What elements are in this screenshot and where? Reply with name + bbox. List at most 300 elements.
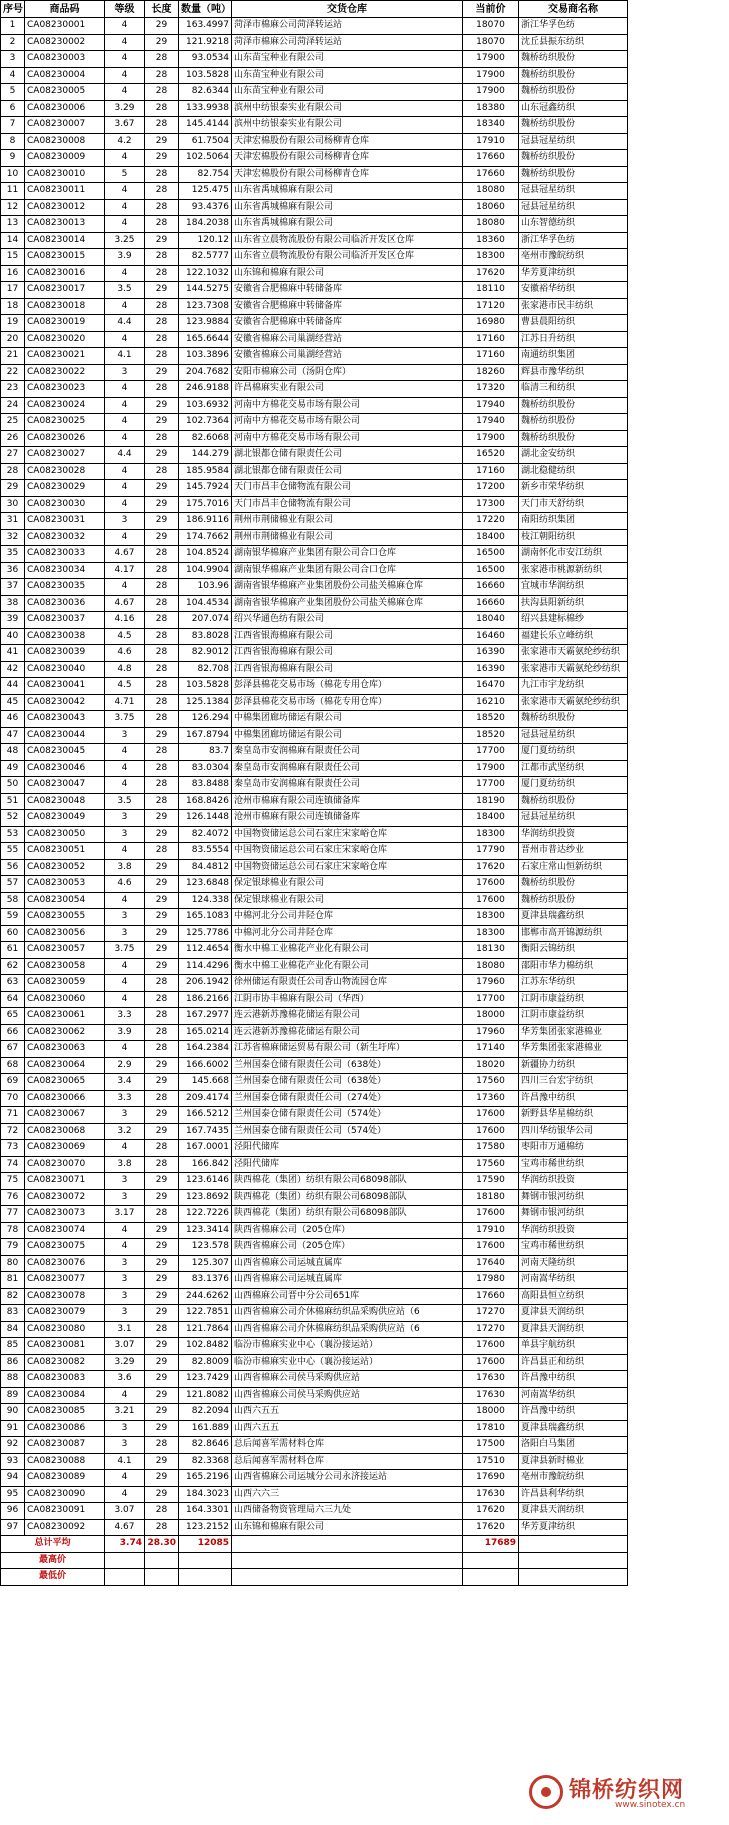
cell-grade: 3: [105, 364, 145, 381]
cell-grade: 3: [105, 1437, 145, 1454]
cell-warehouse: 安徽省棉麻公司巢湖经营站: [232, 348, 463, 365]
cell-price: 17620: [463, 1503, 519, 1520]
cell-warehouse: 山西六五五: [232, 1420, 463, 1437]
cell-warehouse: 临汾市棉麻实业中心（襄汾接运站）: [232, 1354, 463, 1371]
cell-seq: 58: [1, 892, 25, 909]
cell-warehouse: 湖北银都仓储有限责任公司: [232, 463, 463, 480]
cell-grade: 3: [105, 1189, 145, 1206]
cell-length: 29: [145, 826, 179, 843]
cell-price: 17270: [463, 1305, 519, 1322]
cell-price: 16660: [463, 595, 519, 612]
cell-price: 17120: [463, 298, 519, 315]
cell-warehouse: 兰州国泰仓储有限责任公司（638处）: [232, 1057, 463, 1074]
cell-length: 29: [145, 909, 179, 926]
max-empty-4: [232, 1552, 463, 1569]
cell-seq: 70: [1, 1090, 25, 1107]
cell-warehouse: 中棉河北分公司井陉仓库: [232, 909, 463, 926]
cell-warehouse: 兰州国泰仓储有限责任公司（638处）: [232, 1074, 463, 1091]
cell-price: 17590: [463, 1173, 519, 1190]
cell-price: 17220: [463, 513, 519, 530]
cell-seq: 20: [1, 331, 25, 348]
cell-trader: 魏桥纺织股份: [519, 793, 628, 810]
cell-warehouse: 总后闻喜军需材料仓库: [232, 1453, 463, 1470]
cell-grade: 3.4: [105, 1074, 145, 1091]
header-code: 商品码: [25, 1, 105, 18]
cell-code: CA08230077: [25, 1272, 105, 1289]
cell-trader: 四川三台宏宇纺织: [519, 1074, 628, 1091]
cell-warehouse: 山东省禹城棉麻有限公司: [232, 183, 463, 200]
table-row: [1, 529, 628, 546]
cell-seq: 6: [1, 100, 25, 117]
table-row: [1, 612, 628, 629]
cell-grade: 4: [105, 1387, 145, 1404]
cell-code: CA08230056: [25, 925, 105, 942]
cell-qty: 165.2196: [179, 1470, 232, 1487]
cell-warehouse: 河南中方棉花交易市场有限公司: [232, 397, 463, 414]
cell-qty: 164.2384: [179, 1041, 232, 1058]
cell-length: 28: [145, 1090, 179, 1107]
cell-trader: 南阳纺织集团: [519, 513, 628, 530]
cell-length: 28: [145, 744, 179, 761]
cell-warehouse: 山东锦和棉麻有限公司: [232, 265, 463, 282]
cell-price: 17560: [463, 1074, 519, 1091]
cell-qty: 82.8009: [179, 1354, 232, 1371]
cell-code: CA08230028: [25, 463, 105, 480]
cell-price: 17790: [463, 843, 519, 860]
table-row: [1, 727, 628, 744]
cell-length: 29: [145, 364, 179, 381]
cell-length: 28: [145, 760, 179, 777]
cell-qty: 166.5212: [179, 1107, 232, 1124]
cell-trader: 魏桥纺织股份: [519, 51, 628, 68]
cell-qty: 82.9012: [179, 645, 232, 662]
cell-seq: 36: [1, 562, 25, 579]
cell-qty: 104.8524: [179, 546, 232, 563]
cell-seq: 40: [1, 628, 25, 645]
cell-warehouse: 山西六六三: [232, 1486, 463, 1503]
table-row: [1, 1239, 628, 1256]
cell-seq: 7: [1, 117, 25, 134]
table-row: [1, 760, 628, 777]
cell-grade: 3.8: [105, 1156, 145, 1173]
cell-seq: 29: [1, 480, 25, 497]
table-row: [1, 1123, 628, 1140]
cell-trader: 许昌县利华纺织: [519, 1486, 628, 1503]
cell-trader: 安徽裕华纺织: [519, 282, 628, 299]
cell-grade: 3: [105, 513, 145, 530]
cell-grade: 3.07: [105, 1338, 145, 1355]
cell-price: 16980: [463, 315, 519, 332]
cell-grade: 3: [105, 1272, 145, 1289]
cell-seq: 66: [1, 1024, 25, 1041]
table-row: [1, 199, 628, 216]
cell-price: 17620: [463, 1519, 519, 1536]
cell-grade: 4: [105, 975, 145, 992]
cell-trader: 夏津县瑞鑫纺织: [519, 909, 628, 926]
cell-warehouse: 山东苗宝种业有限公司: [232, 51, 463, 68]
cell-grade: 4: [105, 1239, 145, 1256]
cell-warehouse: 天津宏棉股份有限公司杨柳青仓库: [232, 150, 463, 167]
cell-code: CA08230006: [25, 100, 105, 117]
cell-seq: 25: [1, 414, 25, 431]
table-row: [1, 1041, 628, 1058]
cell-code: CA08230079: [25, 1305, 105, 1322]
cell-grade: 3.21: [105, 1404, 145, 1421]
cell-warehouse: 秦皇岛市安润棉麻有限责任公司: [232, 744, 463, 761]
cell-code: CA08230061: [25, 1008, 105, 1025]
cell-seq: 69: [1, 1074, 25, 1091]
cell-seq: 82: [1, 1288, 25, 1305]
cell-warehouse: 兰州国泰仓储有限责任公司（574处）: [232, 1107, 463, 1124]
cell-length: 29: [145, 1354, 179, 1371]
table-body: [1, 18, 628, 1536]
cell-grade: 4.5: [105, 678, 145, 695]
cell-trader: 湖北金安纺织: [519, 447, 628, 464]
cell-trader: 张家港市民丰纺织: [519, 298, 628, 315]
cell-seq: 77: [1, 1206, 25, 1223]
cell-length: 28: [145, 628, 179, 645]
cell-price: 17620: [463, 265, 519, 282]
cell-seq: 50: [1, 777, 25, 794]
cell-length: 29: [145, 1338, 179, 1355]
cell-seq: 10: [1, 166, 25, 183]
cell-seq: 46: [1, 711, 25, 728]
table-row: [1, 496, 628, 513]
cell-warehouse: 江阴市协丰棉麻有限公司（华西）: [232, 991, 463, 1008]
cell-qty: 123.9884: [179, 315, 232, 332]
table-row: [1, 793, 628, 810]
cell-price: 17900: [463, 51, 519, 68]
cell-trader: 江苏东华纺织: [519, 975, 628, 992]
cell-seq: 14: [1, 232, 25, 249]
cell-code: CA08230034: [25, 562, 105, 579]
cell-seq: 18: [1, 298, 25, 315]
cell-length: 29: [145, 727, 179, 744]
table-row: [1, 397, 628, 414]
cell-warehouse: 陕西省棉麻公司（205仓库）: [232, 1222, 463, 1239]
cell-trader: 湖北稳健纺织: [519, 463, 628, 480]
cell-length: 29: [145, 496, 179, 513]
cell-code: CA08230083: [25, 1371, 105, 1388]
cell-price: 17600: [463, 876, 519, 893]
cell-seq: 61: [1, 942, 25, 959]
cell-grade: 4.71: [105, 694, 145, 711]
cell-grade: 4.1: [105, 348, 145, 365]
cell-seq: 48: [1, 744, 25, 761]
cell-warehouse: 山西省棉麻公司运城直属库: [232, 1272, 463, 1289]
table-row: [1, 546, 628, 563]
cell-trader: 华润纺织投资: [519, 826, 628, 843]
cell-grade: 3.25: [105, 232, 145, 249]
cell-trader: 单县宇航纺织: [519, 1338, 628, 1355]
cell-length: 29: [145, 1189, 179, 1206]
cell-length: 28: [145, 430, 179, 447]
table-row: [1, 100, 628, 117]
table-row: [1, 661, 628, 678]
cell-price: 17980: [463, 1272, 519, 1289]
cell-warehouse: 沧州市棉麻有限公司连镇储备库: [232, 793, 463, 810]
cell-warehouse: 彭泽县棉花交易市场（棉花专用仓库）: [232, 694, 463, 711]
cell-length: 28: [145, 381, 179, 398]
table-row: [1, 265, 628, 282]
cell-warehouse: 临汾市棉麻实业中心（襄汾接运站）: [232, 1338, 463, 1355]
cell-seq: 3: [1, 51, 25, 68]
cell-qty: 125.7786: [179, 925, 232, 942]
cell-grade: 4: [105, 1486, 145, 1503]
table-row: [1, 34, 628, 51]
cell-qty: 83.0304: [179, 760, 232, 777]
cell-trader: 冠县冠星纺织: [519, 727, 628, 744]
cell-qty: 83.7: [179, 744, 232, 761]
cell-grade: 3.1: [105, 1321, 145, 1338]
cell-warehouse: 山东锦和棉麻有限公司: [232, 1519, 463, 1536]
cell-length: 28: [145, 315, 179, 332]
cell-warehouse: 湖南银华棉麻产业集团有限公司合口仓库: [232, 562, 463, 579]
cell-grade: 4: [105, 1140, 145, 1157]
cell-price: 17500: [463, 1437, 519, 1454]
cell-warehouse: 泾阳代储库: [232, 1140, 463, 1157]
cell-warehouse: 江西省银海棉麻有限公司: [232, 628, 463, 645]
cell-seq: 93: [1, 1453, 25, 1470]
avg-price: 17689: [463, 1536, 519, 1553]
table-row: [1, 166, 628, 183]
cell-seq: 53: [1, 826, 25, 843]
cell-qty: 167.7435: [179, 1123, 232, 1140]
cell-length: 29: [145, 1239, 179, 1256]
cell-length: 29: [145, 232, 179, 249]
cell-code: CA08230023: [25, 381, 105, 398]
cell-grade: 4: [105, 199, 145, 216]
cell-trader: 浙江华孚色纺: [519, 232, 628, 249]
cell-seq: 19: [1, 315, 25, 332]
cell-trader: 宜城市华润纺织: [519, 579, 628, 596]
cell-code: CA08230081: [25, 1338, 105, 1355]
cell-price: 17600: [463, 1206, 519, 1223]
avg-qty: 12085: [179, 1536, 232, 1553]
cell-qty: 83.1376: [179, 1272, 232, 1289]
cell-code: CA08230017: [25, 282, 105, 299]
cell-trader: 魏桥纺织股份: [519, 84, 628, 101]
cell-seq: 63: [1, 975, 25, 992]
cell-qty: 103.3896: [179, 348, 232, 365]
cell-qty: 82.4072: [179, 826, 232, 843]
cell-qty: 83.8488: [179, 777, 232, 794]
table-row: [1, 892, 628, 909]
cell-warehouse: 山西省棉麻公司运城分公司永济接运站: [232, 1470, 463, 1487]
cell-length: 29: [145, 1486, 179, 1503]
table-row: [1, 282, 628, 299]
table-row: [1, 711, 628, 728]
cell-trader: 江阴市康益纺织: [519, 1008, 628, 1025]
table-row: [1, 133, 628, 150]
cell-code: CA08230068: [25, 1123, 105, 1140]
cell-grade: 4: [105, 1222, 145, 1239]
cell-warehouse: 秦皇岛市安润棉麻有限责任公司: [232, 777, 463, 794]
cell-warehouse: 中棉集团廊坊储运有限公司: [232, 711, 463, 728]
cell-trader: 魏桥纺织股份: [519, 166, 628, 183]
cell-seq: 95: [1, 1486, 25, 1503]
cell-qty: 145.4144: [179, 117, 232, 134]
cell-code: CA08230001: [25, 18, 105, 35]
cell-code: CA08230020: [25, 331, 105, 348]
cell-code: CA08230018: [25, 298, 105, 315]
cell-price: 17300: [463, 496, 519, 513]
cell-length: 29: [145, 1420, 179, 1437]
cell-price: 18400: [463, 529, 519, 546]
cell-trader: 舞钢市银河纺织: [519, 1189, 628, 1206]
cell-grade: 4: [105, 298, 145, 315]
watermark: [529, 1767, 699, 1817]
cell-code: CA08230026: [25, 430, 105, 447]
cell-grade: 3.2: [105, 1123, 145, 1140]
cell-warehouse: 中棉集团廊坊储运有限公司: [232, 727, 463, 744]
cell-code: CA08230045: [25, 744, 105, 761]
cell-code: CA08230049: [25, 810, 105, 827]
cell-trader: 魏桥纺织股份: [519, 414, 628, 431]
cell-price: 17270: [463, 1321, 519, 1338]
cell-trader: 华芳集团张家港棉业: [519, 1024, 628, 1041]
cell-warehouse: 山西省棉麻公司介休棉麻纺织品采购供应站（6: [232, 1321, 463, 1338]
cell-seq: 60: [1, 925, 25, 942]
cell-seq: 89: [1, 1387, 25, 1404]
table-row: [1, 232, 628, 249]
cell-qty: 83.5554: [179, 843, 232, 860]
cell-trader: 魏桥纺织股份: [519, 430, 628, 447]
avg-grade: 3.74: [105, 1536, 145, 1553]
cell-seq: 55: [1, 843, 25, 860]
cell-qty: 207.074: [179, 612, 232, 629]
cell-warehouse: 绍兴华通色纺有限公司: [232, 612, 463, 629]
cell-warehouse: 山西六五五: [232, 1404, 463, 1421]
cell-warehouse: 陕西棉花（集团）纺织有限公司68098部队: [232, 1189, 463, 1206]
cell-qty: 123.7308: [179, 298, 232, 315]
table-row: [1, 1272, 628, 1289]
cell-trader: 山东冠鑫纺织: [519, 100, 628, 117]
cell-qty: 244.6262: [179, 1288, 232, 1305]
cell-warehouse: 河南中方棉花交易市场有限公司: [232, 414, 463, 431]
cell-grade: 3.29: [105, 1354, 145, 1371]
table-row: [1, 1008, 628, 1025]
cell-warehouse: 连云港新苏豫棉花储运有限公司: [232, 1024, 463, 1041]
cell-warehouse: 保定银球棉业有限公司: [232, 892, 463, 909]
cell-trader: 宝鸡市稀世纺织: [519, 1239, 628, 1256]
cell-code: CA08230053: [25, 876, 105, 893]
cell-grade: 4: [105, 529, 145, 546]
table-row: [1, 364, 628, 381]
cell-trader: 冠县冠星纺织: [519, 810, 628, 827]
cell-trader: 江苏日升纺织: [519, 331, 628, 348]
cell-length: 28: [145, 579, 179, 596]
cell-qty: 103.96: [179, 579, 232, 596]
cell-qty: 167.0001: [179, 1140, 232, 1157]
cell-qty: 122.7851: [179, 1305, 232, 1322]
cell-qty: 61.7504: [179, 133, 232, 150]
table-row: [1, 430, 628, 447]
cell-seq: 65: [1, 1008, 25, 1025]
cell-price: 17660: [463, 1288, 519, 1305]
cell-grade: 4.1: [105, 1453, 145, 1470]
cell-price: 16210: [463, 694, 519, 711]
cell-qty: 102.7364: [179, 414, 232, 431]
cell-price: 18060: [463, 199, 519, 216]
cell-grade: 3.75: [105, 711, 145, 728]
cell-warehouse: 泾阳代储库: [232, 1156, 463, 1173]
cell-price: 17900: [463, 430, 519, 447]
cell-seq: 5: [1, 84, 25, 101]
cell-price: 18000: [463, 1008, 519, 1025]
cell-grade: 4: [105, 84, 145, 101]
cell-price: 17960: [463, 975, 519, 992]
cell-length: 29: [145, 1288, 179, 1305]
cell-price: 17960: [463, 1024, 519, 1041]
cell-price: 16460: [463, 628, 519, 645]
cell-qty: 209.4174: [179, 1090, 232, 1107]
cell-qty: 103.5828: [179, 67, 232, 84]
cell-trader: 舞钢市银河纺织: [519, 1206, 628, 1223]
min-label: 最低价: [1, 1569, 105, 1586]
cell-seq: 86: [1, 1354, 25, 1371]
cell-code: CA08230040: [25, 661, 105, 678]
cell-code: CA08230080: [25, 1321, 105, 1338]
cell-length: 28: [145, 595, 179, 612]
cell-code: CA08230067: [25, 1107, 105, 1124]
table-row: [1, 958, 628, 975]
cell-price: 16470: [463, 678, 519, 695]
cell-warehouse: 中棉河北分公司井陉仓库: [232, 925, 463, 942]
cell-qty: 123.7429: [179, 1371, 232, 1388]
cell-qty: 186.2166: [179, 991, 232, 1008]
table-row: [1, 1206, 628, 1223]
cell-warehouse: 兰州国泰仓储有限责任公司（574处）: [232, 1123, 463, 1140]
cell-qty: 121.7864: [179, 1321, 232, 1338]
cell-length: 28: [145, 678, 179, 695]
cell-price: 17630: [463, 1371, 519, 1388]
cell-length: 28: [145, 1503, 179, 1520]
cell-warehouse: 山西省棉麻公司侯马采购供应站: [232, 1387, 463, 1404]
cell-qty: 206.1942: [179, 975, 232, 992]
cell-trader: 浙江华孚色纺: [519, 18, 628, 35]
cell-price: 17140: [463, 1041, 519, 1058]
cell-trader: 厦门夏纺纺织: [519, 744, 628, 761]
cell-price: 17510: [463, 1453, 519, 1470]
cell-length: 28: [145, 249, 179, 266]
cell-qty: 102.5064: [179, 150, 232, 167]
cell-price: 16500: [463, 562, 519, 579]
cell-grade: 4: [105, 892, 145, 909]
table-row: [1, 117, 628, 134]
cell-qty: 123.3414: [179, 1222, 232, 1239]
cell-trader: 夏津县天润纺织: [519, 1503, 628, 1520]
cell-length: 28: [145, 183, 179, 200]
cell-code: CA08230066: [25, 1090, 105, 1107]
cell-length: 28: [145, 711, 179, 728]
table-row: [1, 1090, 628, 1107]
cell-seq: 85: [1, 1338, 25, 1355]
cell-code: CA08230002: [25, 34, 105, 51]
cell-qty: 204.7682: [179, 364, 232, 381]
cell-seq: 76: [1, 1189, 25, 1206]
cell-length: 29: [145, 1057, 179, 1074]
cell-grade: 3.67: [105, 117, 145, 134]
cell-code: CA08230044: [25, 727, 105, 744]
cell-price: 18080: [463, 958, 519, 975]
cell-grade: 4: [105, 150, 145, 167]
cell-trader: 华芳夏津纺织: [519, 265, 628, 282]
cell-trader: 山东智德纺织: [519, 216, 628, 233]
cell-qty: 123.6848: [179, 876, 232, 893]
cell-code: CA08230074: [25, 1222, 105, 1239]
cell-seq: 31: [1, 513, 25, 530]
